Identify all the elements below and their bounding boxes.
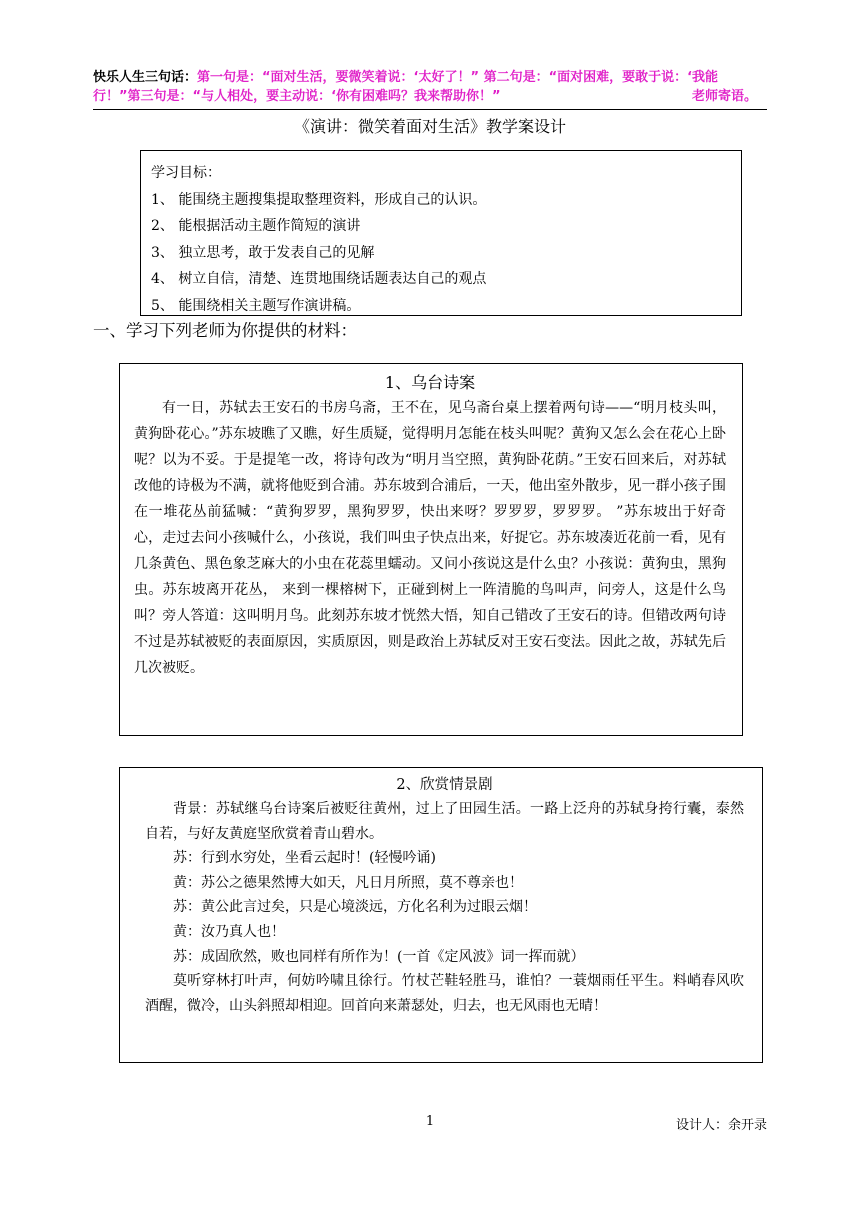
motto-quote: 第一句是：“面对生活，要微笑着说：‘太好了！” 第二句是：“面对困难，要敢于说：‘我能行！”第三句是：“与人相处，要主动说：‘你有困难吗？我来帮助你！” <box>93 70 719 104</box>
material-box-drama <box>119 767 763 1063</box>
drama-line: 苏：行到水穷处，坐看云起时！(轻慢吟诵) <box>173 850 436 867</box>
page-number: 1 <box>425 1114 435 1129</box>
drama-line: 黄：汝乃真人也！ <box>173 923 285 940</box>
goal-item: 1、 能围绕主题搜集提取整理资料，形成自己的认识。 <box>151 191 487 208</box>
motto-lead: 快乐人生三句话： <box>93 70 198 85</box>
material-title: 1、乌台诗案 <box>384 373 476 392</box>
goals-heading: 学习目标： <box>151 165 221 181</box>
document-title: 《演讲：微笑着面对生活》教学案设计 <box>293 117 566 136</box>
goal-item: 2、 能根据活动主题作简短的演讲 <box>151 218 361 234</box>
material-body: 有一日，苏轼去王安石的书房乌斋，王不在，见乌斋台桌上摆着两句诗——“明月枝头叫，黄狗卧花心。”苏东坡瞧了又瞧，好生质疑，觉得明月怎能在枝头叫呢？黄狗又怎么会在花心上卧呢？以为不妥。于是提笔一改，将诗句改为“明月当空照，黄狗卧花荫。”王安石回来后，对苏轼改他的诗极为不满，就将他贬到合浦。苏东坡到合浦后，一天，他出室外散步，见一群小孩子围在一堆花丛前猛喊：“黄狗罗罗，黑狗罗罗，快出来呀？罗罗罗，罗罗罗。 ”苏东坡出于好奇心，走过去问小孩喊什么，小孩说，我们叫虫子快点出来，好捉它。苏东坡凑近花前一看，见有几条黄色、黑色象芝麻大的小虫在花蕊里蠕动。又问小孩说这是什么虫？小孩说：黄狗虫，黑狗虫。苏东坡离开花丛， 来到一棵榕树下，正碰到树上一阵清脆的鸟叫声，问旁人，这是什么鸟叫？旁人答道：这叫明月鸟。此刻苏东坡才恍然大悟，知自己错改了王安石的诗。但错改两句诗不过是苏轼被贬的表面原因，实质原因，则是政治上苏轼反对王安石变法。因此之故，苏轼先后几次被贬。 <box>134 400 726 676</box>
learning-goals-box <box>140 150 742 316</box>
section-heading: 一、学习下列老师为你提供的材料： <box>93 321 357 340</box>
material-box-wutai <box>119 363 743 736</box>
drama-line: 黄：苏公之德果然博大如天，凡日月所照，莫不尊亲也！ <box>173 874 523 891</box>
header-motto <box>93 68 765 106</box>
drama-line: 苏：黄公此言过矣，只是心境淡远，方化名利为过眼云烟！ <box>173 899 537 916</box>
material-title: 2、欣赏情景剧 <box>396 777 493 793</box>
drama-line: 莫听穿林打叶声，何妨吟啸且徐行。竹杖芒鞋轻胜马，谁怕？一蓑烟雨任平生。料峭春风吹酒醒，微冷，山头斜照却相迎。回首向来萧瑟处，归去，也无风雨也无晴！ <box>145 973 744 1014</box>
goal-item: 5、 能围绕相关主题写作演讲稿。 <box>151 297 361 314</box>
drama-line: 苏：成固欣然，败也同样有所作为！(一首《定风波》词一挥而就） <box>173 948 585 965</box>
goal-item: 3、 独立思考，敢于发表自己的见解 <box>151 244 375 261</box>
goal-item: 4、 树立自信，清楚、连贯地围绕话题表达自己的观点 <box>151 271 487 287</box>
drama-line: 背景：苏轼继乌台诗案后被贬往黄州，过上了田园生活。一路上泛舟的苏轼身挎行囊，泰然自若，与好友黄庭坚欣赏着青山碧水。 <box>145 801 744 842</box>
motto-signature: 老师寄语。 <box>691 89 757 104</box>
header-divider <box>93 109 767 110</box>
designer-credit: 设计人：余开录 <box>675 1118 767 1133</box>
